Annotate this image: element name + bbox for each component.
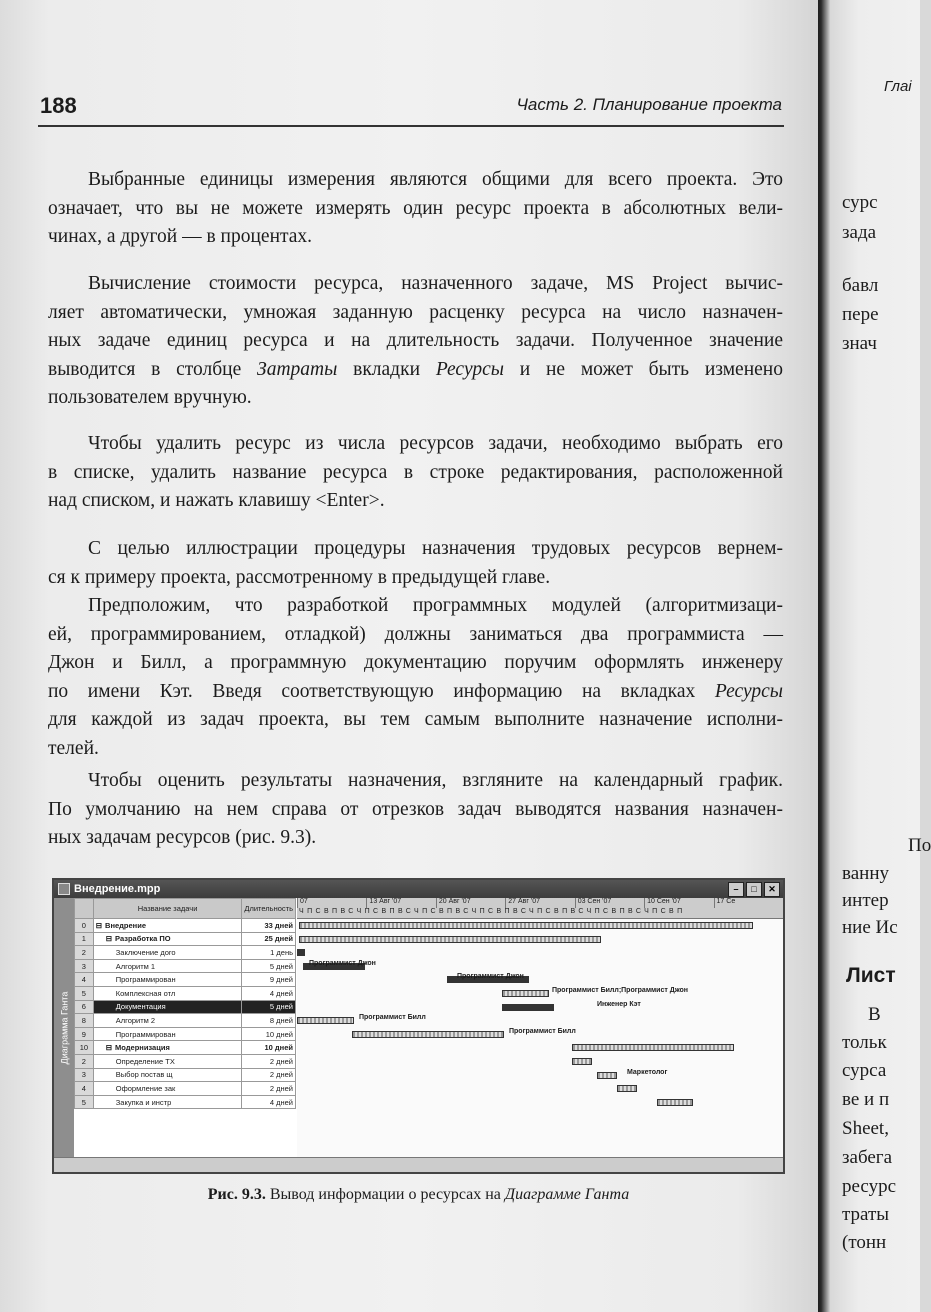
- task-name[interactable]: [93, 919, 242, 933]
- right-page-line: Лист: [846, 964, 896, 987]
- right-page-line: ресурс: [842, 1176, 897, 1197]
- text-line: [48, 678, 783, 707]
- task-duration[interactable]: 2 дней: [242, 1082, 296, 1096]
- right-page-line: знач: [842, 333, 877, 354]
- gantt-view: [54, 898, 783, 1158]
- gantt-bar[interactable]: [617, 1085, 637, 1092]
- italic-term: Затраты: [257, 358, 338, 380]
- text-line: чинах, а другой — в процентах.: [48, 226, 313, 247]
- timescale-week: 10 Сен '07: [644, 898, 713, 908]
- right-page-line: зада: [842, 222, 877, 243]
- figure-caption-italic: Диаграмме Ганта: [504, 1186, 630, 1203]
- task-row-number: 3: [75, 959, 94, 973]
- task-row[interactable]: [75, 1014, 296, 1028]
- gantt-bar[interactable]: [502, 1004, 554, 1011]
- gantt-bars: [297, 918, 783, 1158]
- task-duration[interactable]: 1 день: [242, 946, 296, 960]
- resource-label: Программист Джон: [457, 973, 524, 981]
- right-page-line: пере: [842, 304, 879, 325]
- task-duration[interactable]: 4 дней: [242, 1095, 296, 1109]
- task-row[interactable]: [75, 1041, 296, 1055]
- text-line: пользователем вручную.: [48, 387, 252, 408]
- task-duration[interactable]: 10 дней: [242, 1027, 296, 1041]
- text-line: в списке, удалить название ресурса в строке редактирования, расположенной: [48, 461, 783, 483]
- running-header: Часть 2. Планирование проекта: [516, 95, 782, 114]
- task-row-number: 0: [75, 919, 94, 933]
- gantt-bar[interactable]: [597, 1072, 617, 1079]
- gantt-bar[interactable]: [297, 949, 305, 956]
- timescale-week: 20 Авг '07: [436, 898, 505, 908]
- task-row[interactable]: [75, 932, 296, 946]
- text-line: С целью иллюстрации процедуры назначения трудовых ресурсов вернем-: [88, 538, 783, 559]
- italic-term: Ресурсы: [714, 680, 783, 702]
- right-page-line: По: [908, 835, 931, 856]
- right-page-line: ванну: [842, 863, 889, 884]
- collapse-icon[interactable]: ⊟: [95, 920, 103, 930]
- task-duration[interactable]: 5 дней: [242, 959, 296, 973]
- task-duration[interactable]: 2 дней: [242, 1054, 296, 1068]
- paragraph-3: [48, 430, 783, 516]
- page-number: 188: [40, 93, 77, 118]
- minimize-icon[interactable]: –: [728, 882, 744, 897]
- window-controls: [728, 882, 783, 897]
- text-line: Вычисление стоимости ресурса, назначенного задаче, MS Project вычис-: [88, 273, 783, 294]
- task-row-number: 4: [75, 973, 94, 987]
- column-header-name[interactable]: Название задачи: [93, 899, 242, 919]
- text-line: Чтобы оценить результаты назначения, взгляните на календарный график.: [88, 770, 783, 791]
- task-duration[interactable]: 2 дней: [242, 1068, 296, 1082]
- right-page-line: интер: [842, 890, 889, 911]
- paragraph-6: [48, 767, 783, 853]
- task-row-number: 2: [75, 946, 94, 960]
- gantt-bar[interactable]: [352, 1031, 504, 1038]
- text-line: Джон и Билл, а программную документацию поручим оформлять инженеру: [48, 652, 783, 673]
- task-table: [74, 898, 296, 1109]
- task-name[interactable]: [93, 1068, 242, 1082]
- maximize-icon[interactable]: □: [746, 882, 762, 897]
- text-line: ляет автоматически, умножая заданную расценку ресурса на число назначен-: [48, 301, 783, 323]
- task-name[interactable]: [93, 959, 242, 973]
- text-run: вкладки: [337, 358, 436, 380]
- timescale-days: ЧПСВПВСЧПСВПВСЧПСВПВСЧПСВПВСЧПСВПВСЧПСВПВСЧПСВП: [299, 908, 686, 915]
- task-name-text: Алгоритм 2: [115, 1015, 156, 1025]
- task-duration[interactable]: 33 дней: [242, 919, 296, 933]
- resource-label: Программист Билл: [359, 1014, 426, 1022]
- column-header-duration[interactable]: Длительность: [242, 899, 296, 919]
- right-header-fragment: Глаі: [884, 78, 912, 95]
- task-name-text: Выбор постав щ: [115, 1070, 173, 1080]
- task-name-text: Модернизация: [115, 1043, 170, 1053]
- task-name-text: Оформление зак: [115, 1083, 176, 1093]
- timescale-week: 13 Авг '07: [366, 898, 435, 908]
- task-name[interactable]: [93, 1027, 242, 1041]
- timescale-week: 07: [297, 898, 366, 908]
- task-name[interactable]: [93, 932, 242, 946]
- gantt-bar[interactable]: [299, 936, 601, 943]
- text-line: [48, 356, 783, 385]
- task-name-text: Программирован: [115, 975, 176, 985]
- column-header-num: [75, 899, 94, 919]
- task-duration[interactable]: 8 дней: [242, 1014, 296, 1028]
- text-line: Предположим, что разработкой программных модулей (алгоритмизаци-: [88, 595, 783, 616]
- right-page-line: бавл: [842, 275, 879, 296]
- right-page-line: сурса: [842, 1060, 887, 1081]
- text-line: над списком, и нажать клавишу <Enter>.: [48, 490, 385, 511]
- right-page-line: В: [868, 1004, 881, 1025]
- task-name[interactable]: [93, 1095, 242, 1109]
- figure-caption-text: Вывод информации о ресурсах на: [265, 1186, 505, 1203]
- task-row[interactable]: [75, 1054, 296, 1068]
- text-line: По умолчанию на нем справа от отрезков задач выводятся названия назначен-: [48, 798, 783, 820]
- gantt-bar[interactable]: [572, 1044, 734, 1051]
- task-row-number: 1: [75, 932, 94, 946]
- task-name-text: Алгоритм 1: [115, 961, 156, 971]
- task-row[interactable]: [75, 973, 296, 987]
- task-name[interactable]: [93, 1000, 242, 1014]
- task-row-number: 8: [75, 1014, 94, 1028]
- task-row-number: 5: [75, 1095, 94, 1109]
- window-title-bar: [54, 880, 783, 898]
- gantt-window-figure: [52, 878, 785, 1174]
- right-page-line: (тонн: [842, 1232, 887, 1253]
- paragraph-5: [48, 592, 783, 763]
- task-row-number: 6: [75, 1000, 94, 1014]
- view-side-tab: [54, 898, 74, 1158]
- gantt-chart: [297, 898, 783, 1158]
- timescale-week: 17 Се: [714, 898, 783, 908]
- task-row-number: 9: [75, 1027, 94, 1041]
- project-file-icon: [58, 883, 70, 895]
- task-name-text: Закупка и инстр: [115, 1097, 172, 1107]
- task-row[interactable]: [75, 1095, 296, 1109]
- resource-label: Маркетолог: [627, 1068, 668, 1076]
- right-page-line: сурс: [842, 192, 878, 213]
- task-name-text: Комплексная отл: [115, 988, 176, 998]
- close-icon[interactable]: ✕: [764, 882, 780, 897]
- text-run: по имени Кэт. Введя соответствующую информацию на вкладках: [48, 680, 715, 702]
- task-name-text: Документация: [115, 1002, 166, 1012]
- task-row-number: 3: [75, 1068, 94, 1082]
- task-row[interactable]: [75, 919, 296, 933]
- text-line: ных задаче единиц ресурса и на длительность задачи. Полученное значение: [48, 330, 783, 351]
- timescale-week: 27 Авг '07: [505, 898, 574, 908]
- task-name[interactable]: [93, 1041, 242, 1055]
- task-name[interactable]: [93, 946, 242, 960]
- task-name[interactable]: [93, 986, 242, 1000]
- resource-label: Программист Билл;Программист Джон: [552, 987, 689, 994]
- task-row-number: 10: [75, 1041, 94, 1055]
- right-page-line: тольк: [842, 1032, 887, 1053]
- text-line: ей, программированием, отладкой) должны заниматься два программиста —: [48, 623, 783, 645]
- gantt-bar[interactable]: [657, 1099, 693, 1106]
- task-row[interactable]: [75, 1000, 296, 1014]
- task-row[interactable]: [75, 946, 296, 960]
- task-duration[interactable]: 9 дней: [242, 973, 296, 987]
- task-row-number: 2: [75, 1054, 94, 1068]
- text-line: Чтобы удалить ресурс из числа ресурсов задачи, необходимо выбрать его: [88, 433, 783, 454]
- task-duration[interactable]: 5 дней: [242, 1000, 296, 1014]
- right-page-line: ние Ис: [842, 917, 898, 938]
- task-name-text: Определение ТХ: [115, 1056, 175, 1066]
- resource-label: Инженер Кэт: [597, 1000, 641, 1008]
- gantt-bar[interactable]: [502, 990, 549, 997]
- text-line: означает, что вы не можете измерять один ресурс проекта в абсолютных вели-: [48, 197, 783, 219]
- task-name[interactable]: [93, 1014, 242, 1028]
- horizontal-scrollbar[interactable]: [54, 1157, 783, 1172]
- task-row[interactable]: [75, 1082, 296, 1096]
- italic-term: Ресурсы: [435, 358, 504, 380]
- task-row[interactable]: [75, 1027, 296, 1041]
- gantt-bar[interactable]: [299, 922, 753, 929]
- task-name[interactable]: [93, 1054, 242, 1068]
- timescale-week: 03 Сен '07: [575, 898, 644, 908]
- right-page-line: ве и п: [842, 1089, 890, 1110]
- paragraph-4: [48, 535, 783, 592]
- resource-label: Программист Билл: [509, 1027, 576, 1035]
- gantt-bar[interactable]: [297, 1017, 354, 1024]
- paragraph-2: [48, 270, 783, 413]
- task-name-text: Программирован: [115, 1029, 176, 1039]
- task-row-number: 5: [75, 986, 94, 1000]
- task-duration[interactable]: 10 дней: [242, 1041, 296, 1055]
- text-line: Выбранные единицы измерения являются общими для всего проекта. Это: [88, 169, 783, 190]
- header-rule: [38, 125, 784, 127]
- timescale: [297, 898, 783, 919]
- figure-caption: [52, 1186, 785, 1204]
- collapse-icon[interactable]: ⊟: [105, 1043, 113, 1053]
- task-row[interactable]: [75, 959, 296, 973]
- collapse-icon[interactable]: ⊟: [105, 934, 113, 944]
- window-title: Внедрение.mpp: [74, 883, 161, 895]
- task-row[interactable]: [75, 1068, 296, 1082]
- task-rows: [75, 919, 296, 1109]
- text-line: для каждой из задач проекта, вы тем самым выполните назначение исполни-: [48, 709, 783, 730]
- text-run: выводится в столбце: [48, 358, 258, 380]
- task-row[interactable]: [75, 986, 296, 1000]
- task-duration[interactable]: 4 дней: [242, 986, 296, 1000]
- timescale-weeks: [297, 898, 783, 908]
- text-run: и не может быть изменено: [503, 358, 783, 380]
- gantt-bar[interactable]: [572, 1058, 592, 1065]
- task-name-text: Разработка ПО: [115, 934, 171, 944]
- text-line: телей.: [48, 737, 99, 759]
- text-line: ных задачам ресурсов (рис. 9.3).: [48, 827, 317, 848]
- task-name-text: Заключение дого: [115, 947, 176, 957]
- resource-label: Программист Джон: [309, 959, 376, 967]
- right-page-line: траты: [842, 1204, 890, 1225]
- task-row-number: 4: [75, 1082, 94, 1096]
- task-name[interactable]: [93, 1082, 242, 1096]
- paragraph-1: [48, 166, 783, 252]
- task-name[interactable]: [93, 973, 242, 987]
- task-duration[interactable]: 25 дней: [242, 932, 296, 946]
- right-page-line: Sheet,: [842, 1118, 889, 1139]
- figure-caption-label: Рис. 9.3.: [207, 1186, 266, 1203]
- right-page-fragment: [818, 0, 931, 1312]
- view-side-tab-label: Диаграмма Ганта: [59, 991, 69, 1065]
- task-name-text: Внедрение: [105, 920, 146, 930]
- right-page-line: забега: [842, 1147, 893, 1168]
- text-line: ся к примеру проекта, рассмотренному в предыдущей главе.: [48, 566, 551, 588]
